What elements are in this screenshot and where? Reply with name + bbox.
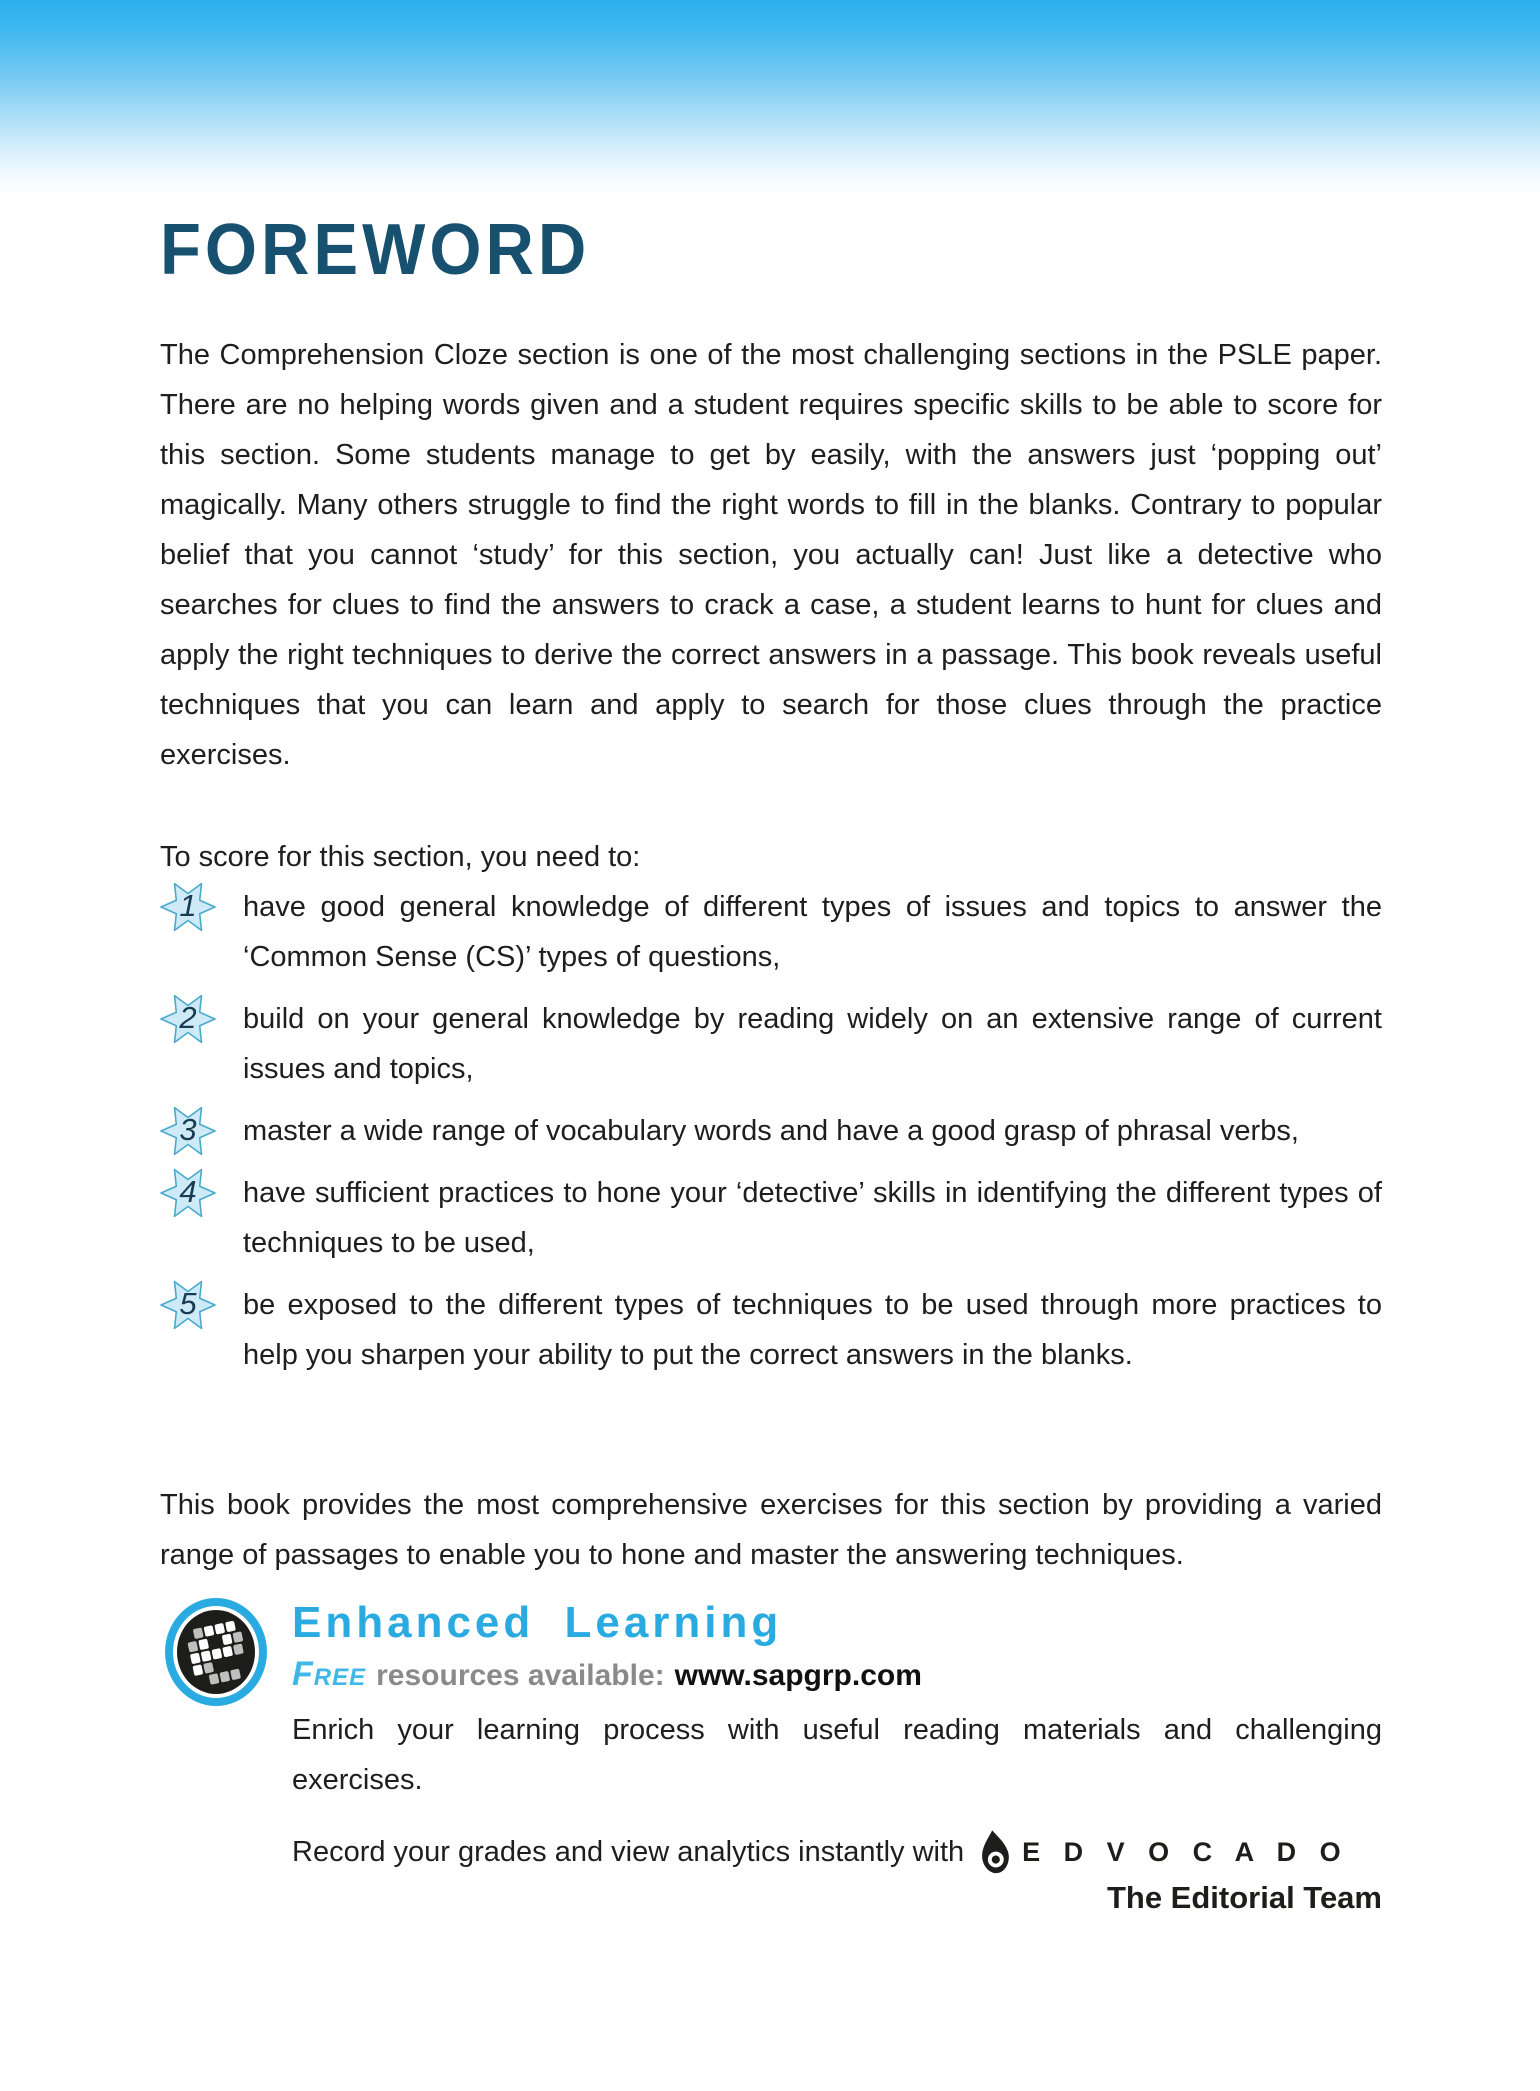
list-item-text: be exposed to the different types of techniques to be used through more practices to help you sharpen your ability to put the correct answers in the blanks.: [243, 1289, 1382, 1371]
list-item: [179, 1168, 1382, 1268]
edvocado-brand: E D V O C A D O: [1022, 1837, 1349, 1867]
star-bullet-icon: [159, 1163, 217, 1223]
intro-paragraph: The Comprehension Cloze section is one of the most challenging sections in the PSLE paper. There are no helping words given and a student requires specific skills to be able to score for this section. Some students manage to get by easily, with the answers just ‘popping out’ magically. Many others struggle to find the right words to fill in the blanks. Contrary to popular belief that you cannot ‘study’ for this section, you actually can! Just like a detective who searches for clues to find the answers to crack a case, a student learns to hunt for clues and apply the right techniques to derive the correct answers in a passage. This book reveals useful techniques that you can learn and apply to search for those clues through the practice exercises.: [160, 339, 1382, 771]
record-grades-text: Record your grades and view analytics instantly with: [292, 1836, 965, 1868]
list-item-text: have sufficient practices to hone your ‘detective’ skills in identifying the different types of techniques to be used,: [243, 1177, 1382, 1259]
enhanced-learning-heading: Enhanced Learning: [292, 1598, 783, 1647]
star-bullet-icon: [159, 1275, 217, 1335]
list-item-number: 1: [179, 888, 197, 923]
website-url: www.sapgrp.com: [674, 1659, 922, 1692]
star-bullet-icon: [159, 877, 217, 937]
star-bullet-icon: [159, 1101, 217, 1161]
enhanced-learning-block: [160, 1593, 1382, 1713]
signature: The Editorial Team: [1106, 1880, 1382, 1915]
free-resources-line: [292, 1655, 1382, 1694]
record-grades-line: [292, 1829, 1382, 1876]
list-item-number: 5: [179, 1286, 197, 1321]
page-title: FOREWORD: [160, 209, 591, 291]
header-gradient: [0, 0, 1540, 200]
list-item-text: have good general knowledge of different types of issues and topics to answer the ‘Common Sense (CS)’ types of questions,: [243, 891, 1382, 973]
list-item: [179, 1106, 1382, 1156]
list-item: [179, 882, 1382, 982]
star-bullet-icon: [159, 989, 217, 1049]
closing-paragraph: This book provides the most comprehensive exercises for this section by providing a varied range of passages to enable you to hone and master the answering techniques.: [160, 1489, 1382, 1571]
enhanced-learning-logo-icon: [162, 1595, 270, 1709]
score-intro-line: To score for this section, you need to:: [160, 841, 641, 873]
list-item-text: master a wide range of vocabulary words and have a good grasp of phrasal verbs,: [243, 1115, 1299, 1147]
list-item-number: 2: [179, 1000, 197, 1035]
list-item-number: 3: [179, 1112, 197, 1147]
free-label: Free: [292, 1655, 367, 1693]
list-item-text: build on your general knowledge by reading widely on an extensive range of current issues and topics,: [243, 1003, 1382, 1085]
enhanced-learning-text: [292, 1593, 1382, 1694]
avocado-icon: [978, 1829, 1012, 1876]
enrich-paragraph: Enrich your learning process with useful reading materials and challenging exercises.: [292, 1714, 1382, 1796]
list-item: [179, 994, 1382, 1094]
requirements-list: [179, 882, 1382, 1392]
resources-available-label: resources available:: [376, 1659, 665, 1692]
list-item-number: 4: [179, 1174, 197, 1209]
list-item: [179, 1280, 1382, 1380]
